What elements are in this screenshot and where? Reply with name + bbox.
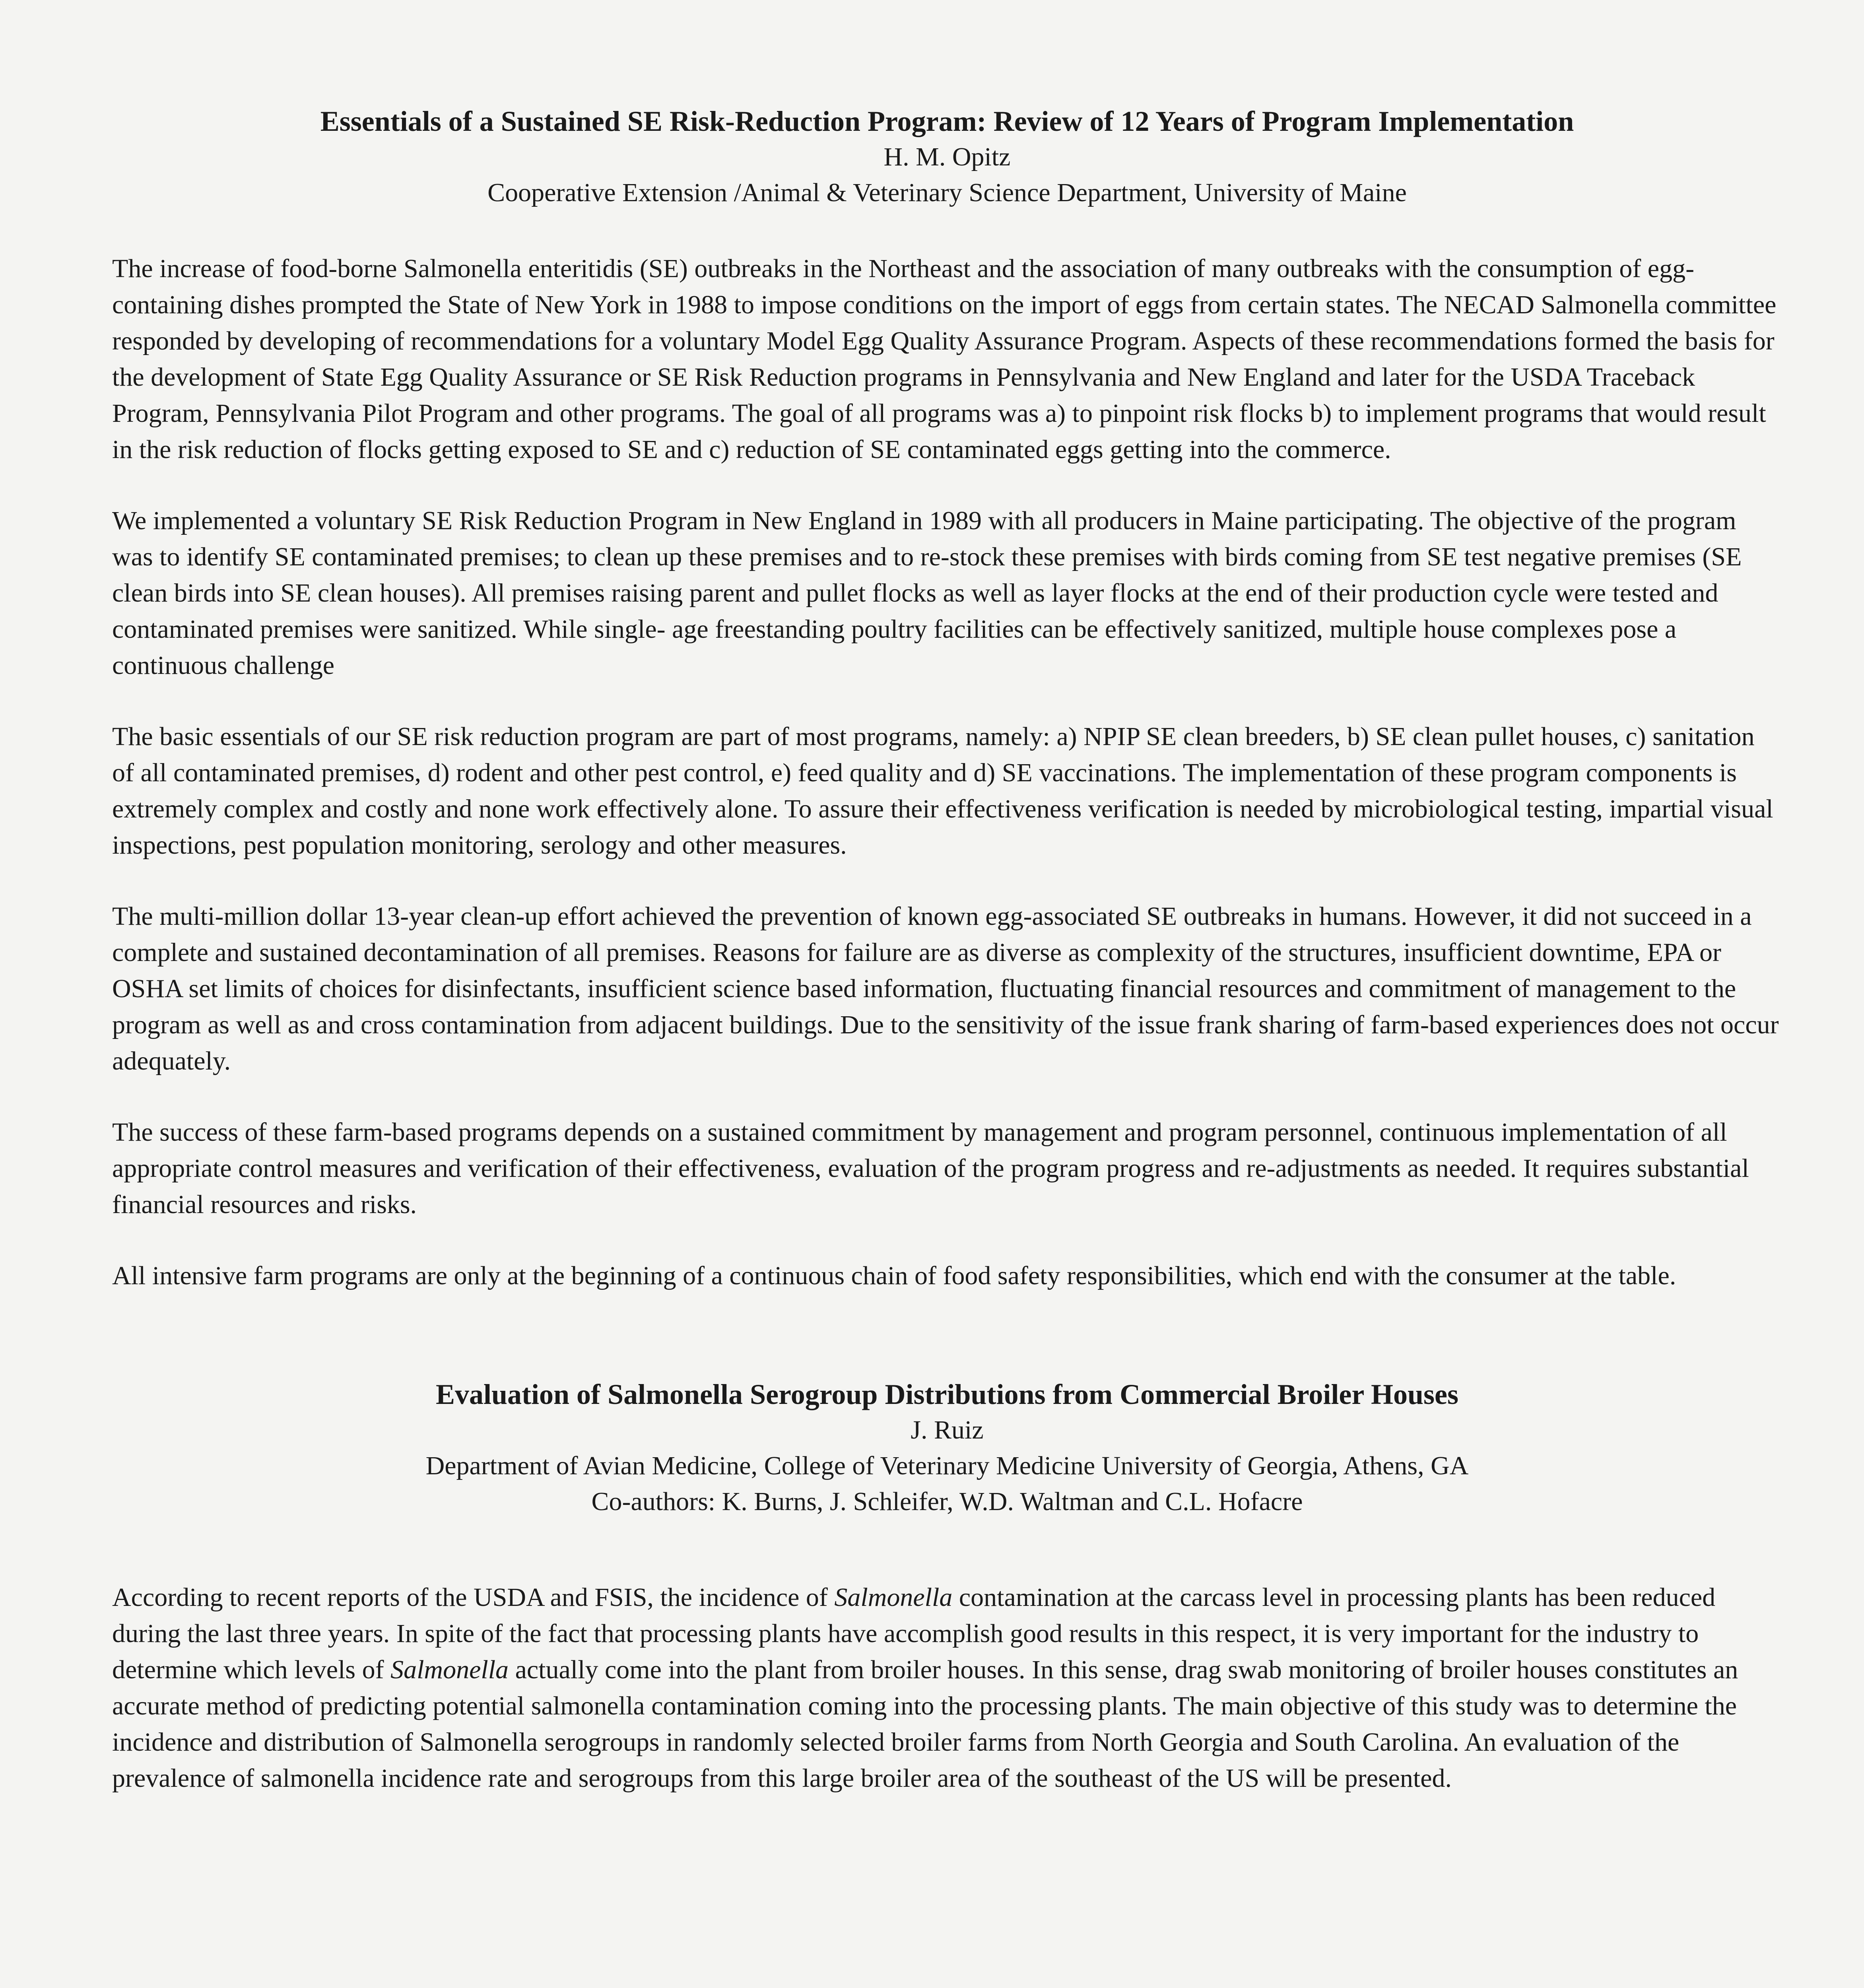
body-paragraph xyxy=(112,1579,1782,1796)
article-salmonella-serogroups xyxy=(112,1376,1782,1796)
page-content xyxy=(112,103,1782,1831)
body-paragraph: The increase of food-borne Salmonella enteritidis (SE) outbreaks in the Northeast and the association of many outbreaks with the consumption of egg-containing dishes prompted the State of New York in 1988 to impose conditions on the import of eggs from certain states. The NECAD Salmonella committee responded by developing of recommendations for a voluntary Model Egg Quality Assurance Program. Aspects of these recommendations formed the basis for the development of State Egg Quality Assurance or SE Risk Reduction programs in Pennsylvania and New England and later for the USDA Traceback Program, Pennsylvania Pilot Program and other programs. The goal of all programs was a) to pinpoint risk flocks b) to implement programs that would result in the risk reduction of flocks getting exposed to SE and c) reduction of SE contaminated eggs getting into the commerce. xyxy=(112,254,1777,464)
spacer xyxy=(112,211,1782,250)
article-affiliation: Department of Avian Medicine, College of Veterinary Medicine University of Georgia, Athens, GA xyxy=(425,1451,1469,1480)
text-run: contamination at the carcass level in processing plants has been reduced during the last three years. In spite of the fact that processing plants have accomplish good results in this respect, it is very important for the industry to determine which levels of xyxy=(112,1583,1716,1684)
italic-term: Salmonella xyxy=(390,1655,509,1684)
article-title: Essentials of a Sustained SE Risk-Reduction Program: Review of 12 Years of Program Implementation xyxy=(320,105,1574,137)
article-title: Evaluation of Salmonella Serogroup Distributions from Commercial Broiler Houses xyxy=(435,1378,1459,1410)
article-essentials-se xyxy=(112,103,1782,1294)
body-paragraph: The basic essentials of our SE risk reduction program are part of most programs, namely: a) NPIP SE clean breeders, b) SE clean pullet houses, c) sanitation of all contaminated premises, d) rodent and other pest control, e) feed quality and d) SE vaccinations. The implementation of these program components is extremely complex and costly and none work effectively alone. To assure their effectiveness verification is needed by microbiological testing, impartial visual inspections, pest population monitoring, serology and other measures. xyxy=(112,722,1773,860)
article-affiliation: Cooperative Extension /Animal & Veterinary Science Department, University of Maine xyxy=(487,178,1407,207)
article-coauthors: Co-authors: K. Burns, J. Schleifer, W.D. Waltman and C.L. Hofacre xyxy=(591,1487,1303,1516)
body-paragraph: The multi-million dollar 13-year clean-up effort achieved the prevention of known egg-associated SE outbreaks in humans. However, it did not succeed in a complete and sustained decontamination of all premises. Reasons for failure are as diverse as complexity of the structures, insufficient downtime, EPA or OSHA set limits of choices for disinfectants, insufficient science based information, fluctuating financial resources and commitment of management to the program as well as and cross contamination from adjacent buildings. Due to the sensitivity of the issue frank sharing of farm-based experiences does not occur adequately. xyxy=(112,902,1779,1076)
italic-term: Salmonella xyxy=(834,1583,953,1612)
text-run: According to recent reports of the USDA and FSIS, the incidence of xyxy=(112,1583,835,1612)
spacer xyxy=(112,1520,1782,1579)
text-run: actually come into the plant from broiler houses. In this sense, drag swab monitoring of broiler houses constitutes an accurate method of predicting potential salmonella contamination coming into the processing plants. The main objective of this study was to determine the incidence and distribution of Salmonella serogroups in randomly selected broiler farms from North Georgia and South Carolina. An evaluation of the prevalence of salmonella incidence rate and serogroups from this large broiler area of the southeast of the US will be presented. xyxy=(112,1655,1738,1793)
body-paragraph: The success of these farm-based programs depends on a sustained commitment by management and program personnel, continuous implementation of all appropriate control measures and verification of their effectiveness, evaluation of the program progress and re-adjustments as needed. It requires substantial financial resources and risks. xyxy=(112,1118,1749,1219)
article-author: H. M. Opitz xyxy=(883,142,1011,171)
body-paragraph: All intensive farm programs are only at the beginning of a continuous chain of food safety responsibilities, which end with the consumer at the table. xyxy=(112,1261,1676,1290)
spacer xyxy=(112,1329,1782,1376)
article-author: J. Ruiz xyxy=(911,1415,984,1444)
body-paragraph: We implemented a voluntary SE Risk Reduction Program in New England in 1989 with all producers in Maine participating. The objective of the program was to identify SE contaminated premises; to clean up these premises and to re-stock these premises with birds coming from SE test negative premises (SE clean birds into SE clean houses). All premises raising parent and pullet flocks as well as layer flocks at the end of their production cycle were tested and contaminated premises were sanitized. While single- age freestanding poultry facilities can be effectively sanitized, multiple house complexes pose a continuous challenge xyxy=(112,506,1742,680)
